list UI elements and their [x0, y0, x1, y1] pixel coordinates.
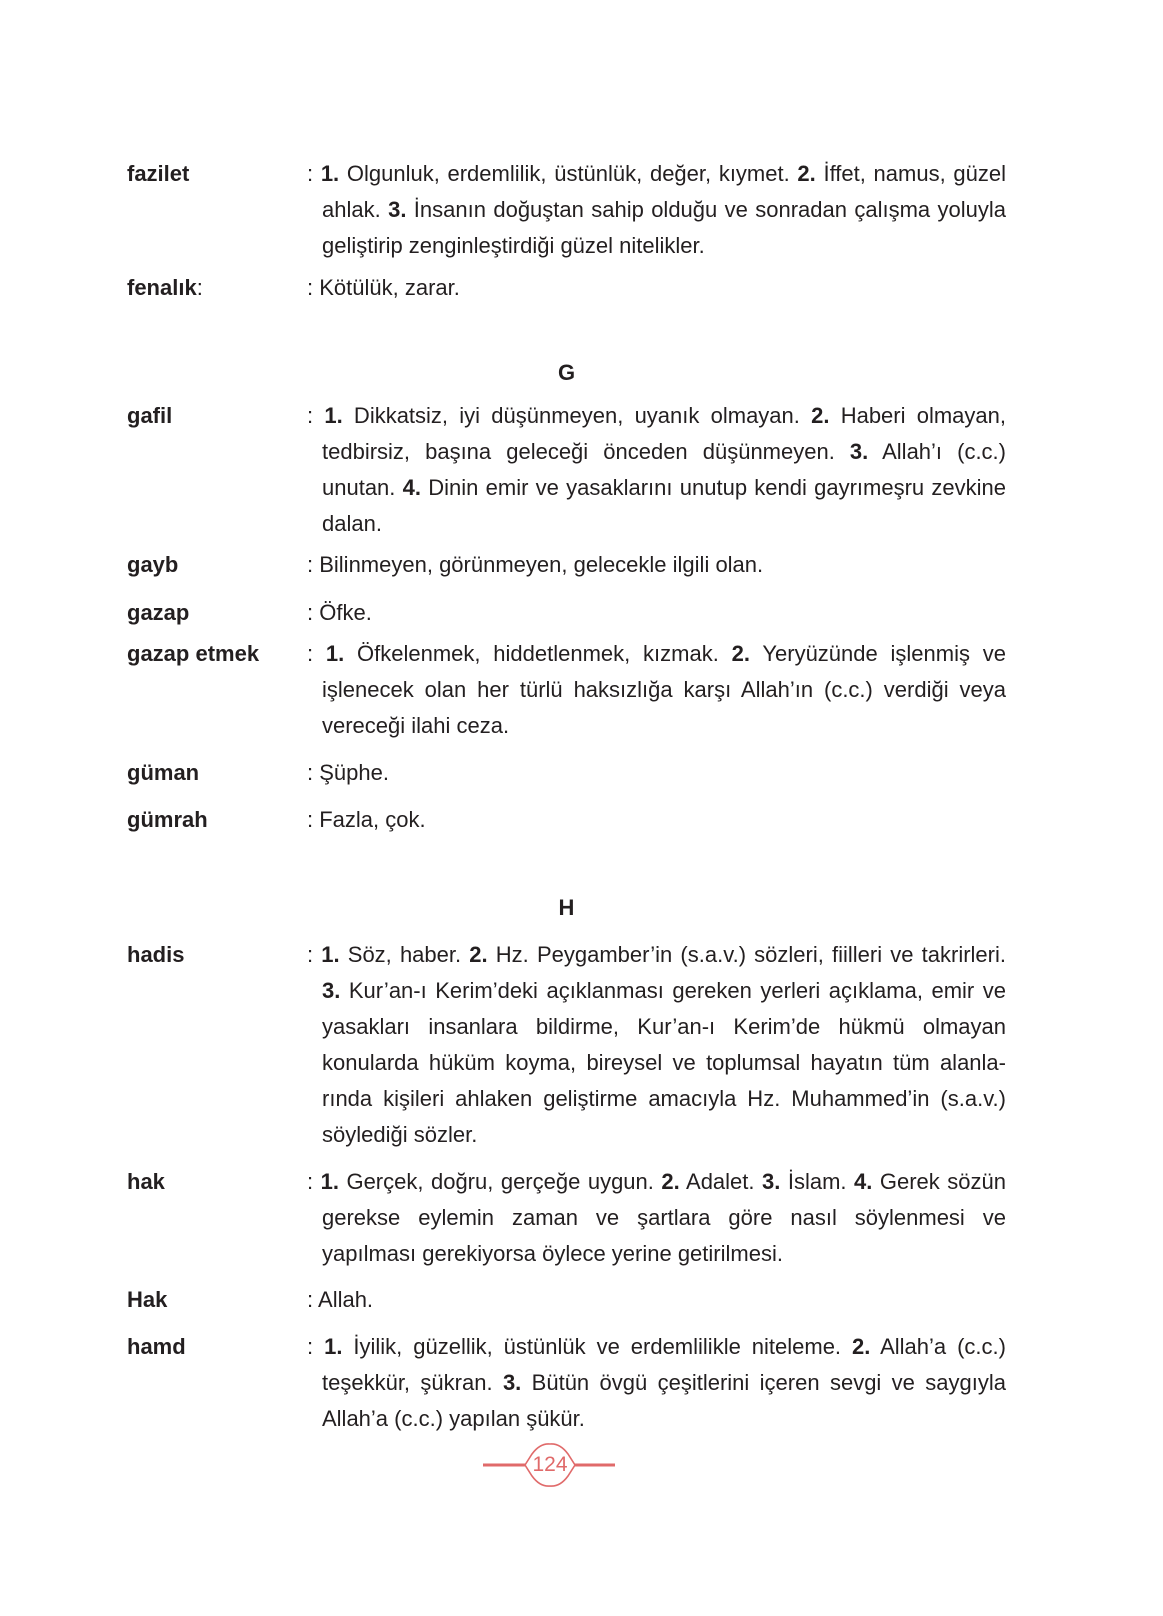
definition-text: Dinin emir ve yasaklarını unutup kendi gayrımeşru zevkine dalan. [322, 475, 1007, 536]
sense-number: 3. [388, 197, 407, 222]
sense-number: 1. [325, 641, 345, 666]
sense-number: 3. [762, 1169, 781, 1194]
glossary-definition: : Şüphe. [307, 760, 389, 785]
section-letter: H [558, 895, 575, 920]
term-text: gayb [127, 552, 179, 577]
glossary-definition: : 1. Öfkelenmek, hiddetlenmek, kızmak. 2. Yeryüzünde işlenmiş ve işlenecek olan her türlü haksızlığa karşı Allah’ın (c.c.) verdiği veya vereceği ilahi ceza. [307, 641, 1006, 738]
definition-text: Dikkatsiz, iyi düşünmeyen, uyanık olmayan. [342, 403, 812, 428]
glossary-definition: : Bilinmeyen, görünmeyen, gelecekle ilgili olan. [307, 552, 764, 577]
glossary-term [127, 755, 199, 791]
term-text: gazap [127, 600, 190, 625]
definition-text: Gerek sözün gerekse eylemin zaman ve şartlara göre nasıl söylenmesi ve yapılması gerekiyorsa öylece yerine getirilmesi. [322, 1169, 1006, 1266]
glossary-term [127, 595, 189, 631]
definition-text: İffet, namus, güzel ahlak. [322, 161, 1006, 222]
glossary-definition: : 1. Dikkatsiz, iyi düşünmeyen, uyanık olmayan. 2. Haberi olmayan, tedbirsiz, başına geleceği önceden düşünmeyen. 3. Allah’ı (c.c.) unutan. 4. Dinin emir ve yasaklarını unutup kendi gayrımeşru zevkine dalan. [307, 403, 1007, 536]
definition-text: Olgunluk, erdemlilik, üstünlük, değer, kıymet. [339, 161, 798, 186]
glossary-term [127, 270, 203, 306]
sense-number: 3. [502, 1370, 522, 1395]
section-letter: G [557, 360, 576, 385]
glossary-term [127, 636, 259, 672]
definition-text: Şüphe. [319, 760, 389, 785]
glossary-term [127, 547, 178, 583]
sense-number: 2. [731, 641, 750, 666]
definition-text: Adalet. [679, 1169, 763, 1194]
glossary-term [127, 156, 189, 192]
term-text: Hak [127, 1287, 168, 1312]
term-text: fazilet [127, 161, 190, 186]
definition-text: Hz. Peygamber’in (s.a.v.) sözleri, fiilleri ve takrirleri. [487, 942, 1006, 967]
term-text: fenalık [127, 275, 197, 300]
sense-number: 3. [849, 439, 869, 464]
term-text: hadis [127, 942, 185, 967]
sense-number: 1. [321, 942, 340, 967]
sense-number: 4. [402, 475, 422, 500]
glossary-term [127, 1282, 167, 1318]
glossary-term [127, 398, 172, 434]
definition-text: Kötülük, zarar. [319, 275, 460, 300]
definition-text: Allah. [318, 1287, 374, 1312]
glossary-definition: : 1. İyilik, güzellik, üstünlük ve erdemlilikle niteleme. 2. Allah’a (c.c.) teşekkür, şükran. 3. Bütün övgü çeşitlerini içeren sevgi ve saygıyla Allah’a (c.c.) yapılan şükür. [307, 1334, 1006, 1431]
sense-number: 1. [320, 161, 340, 186]
sense-number: 2. [469, 942, 488, 967]
glossary-definition: : Öfke. [307, 600, 372, 625]
glossary-definition: : Allah. [307, 1287, 374, 1312]
definition-text: İnsanın doğuştan sahip olduğu ve sonradan çalışma yoluyla geliştirip zenginleştirdiği güzel nitelikler. [322, 197, 1006, 258]
definition-text: Fazla, çok. [319, 807, 426, 832]
glossary-term [127, 802, 208, 838]
term-text: hak [127, 1169, 165, 1194]
page-number-ornament [480, 1440, 620, 1490]
sense-number: 2. [852, 1334, 871, 1359]
definition-text: İyilik, güzellik, üstünlük ve erdemlilikle niteleme. [342, 1334, 852, 1359]
glossary-definition: : 1. Gerçek, doğru, gerçeğe uygun. 2. Adalet. 3. İslam. 4. Gerek sözün gerekse eylemin zaman ve şartlara göre nasıl söylenmesi ve yapılması gerekiyorsa öylece yerine getirilmesi. [307, 1169, 1006, 1266]
definition-text: Allah’ı (c.c.) unutan. [322, 439, 1006, 500]
glossary-definition: : Fazla, çok. [307, 807, 426, 832]
term-text: gafil [127, 403, 173, 428]
definition-text: Allah’a (c.c.) teşekkür, şükran. [322, 1334, 1006, 1395]
sense-number: 1. [320, 1169, 339, 1194]
definition-text: Gerçek, doğru, gerçeğe uygun. [338, 1169, 662, 1194]
sense-number: 2. [661, 1169, 680, 1194]
definition-text: Bilinmeyen, görünmeyen, gelecekle ilgili olan. [319, 552, 764, 577]
glossary-term [127, 937, 184, 973]
glossary-term [127, 1164, 165, 1200]
definition-text: Kur’an-ı Kerim’deki açıklanması gereken yerleri açıklama, emir ve yasakları insanlara bildirme, Kur’an-ı Kerim’de hükmü olmayan konularda hüküm koyma, bireysel ve toplumsal hayatın tüm alanlarında kişileri ahlaken geliştirme amacıyla Hz. Muhammed’in (s.a.v.) söylediği sözler. [322, 978, 1006, 1147]
page-number: 124 [532, 1453, 568, 1476]
sense-number: 3. [322, 978, 341, 1003]
definition-text: İslam. [780, 1169, 855, 1194]
term-text: güman [127, 760, 200, 785]
glossary-definition: : 1. Söz, haber. 2. Hz. Peygamber’in (s.a.v.) sözleri, fiilleri ve takrirleri. 3. Kur’an-ı Kerim’deki açıklanması gereken yerleri açıklama, emir ve yasakları insanlara bildirme, Kur’an-ı Kerim’de hükmü olmayan konularda hüküm koyma, bireysel ve toplumsal hayatın tüm alanlarında kişileri ahlaken geliştirme amacıyla Hz. Muhammed’in (s.a.v.) söylediği sözler. [307, 942, 1006, 1147]
sense-number: 1. [324, 1334, 343, 1359]
definition-text: Yeryüzünde işlenmiş ve işlenecek olan her türlü haksızlığa karşı Allah’ın (c.c.) verdiği veya vereceği ilahi ceza. [322, 641, 1006, 738]
definition-text: Öfke. [319, 600, 372, 625]
definition-text: Bütün övgü çeşitlerini içeren sevgi ve saygıyla Allah’a (c.c.) yapılan şükür. [322, 1370, 1006, 1431]
sense-number: 4. [854, 1169, 873, 1194]
sense-number: 2. [797, 161, 816, 186]
glossary-definition: : Kötülük, zarar. [307, 275, 460, 300]
sense-number: 2. [811, 403, 830, 428]
glossary-term [127, 1329, 186, 1365]
definition-text: Haberi olmayan, tedbirsiz, başına geleceği önceden düşünmeyen. [322, 403, 1006, 464]
definition-text: Öfkelenmek, hiddetlenmek, kızmak. [344, 641, 732, 666]
glossary-definition: : 1. Olgunluk, erdemlilik, üstünlük, değer, kıymet. 2. İffet, namus, güzel ahlak. 3. İnsanın doğuştan sahip olduğu ve sonradan çalışma yoluyla geliştirip zenginleştirdiği güzel nitelikler. [307, 161, 1006, 258]
term-text: gümrah [127, 807, 208, 832]
term-text: gazap etmek [127, 641, 260, 666]
definition-text: Söz, haber. [339, 942, 470, 967]
term-text: hamd [127, 1334, 186, 1359]
sense-number: 1. [324, 403, 343, 428]
term-suffix: : [196, 275, 203, 300]
